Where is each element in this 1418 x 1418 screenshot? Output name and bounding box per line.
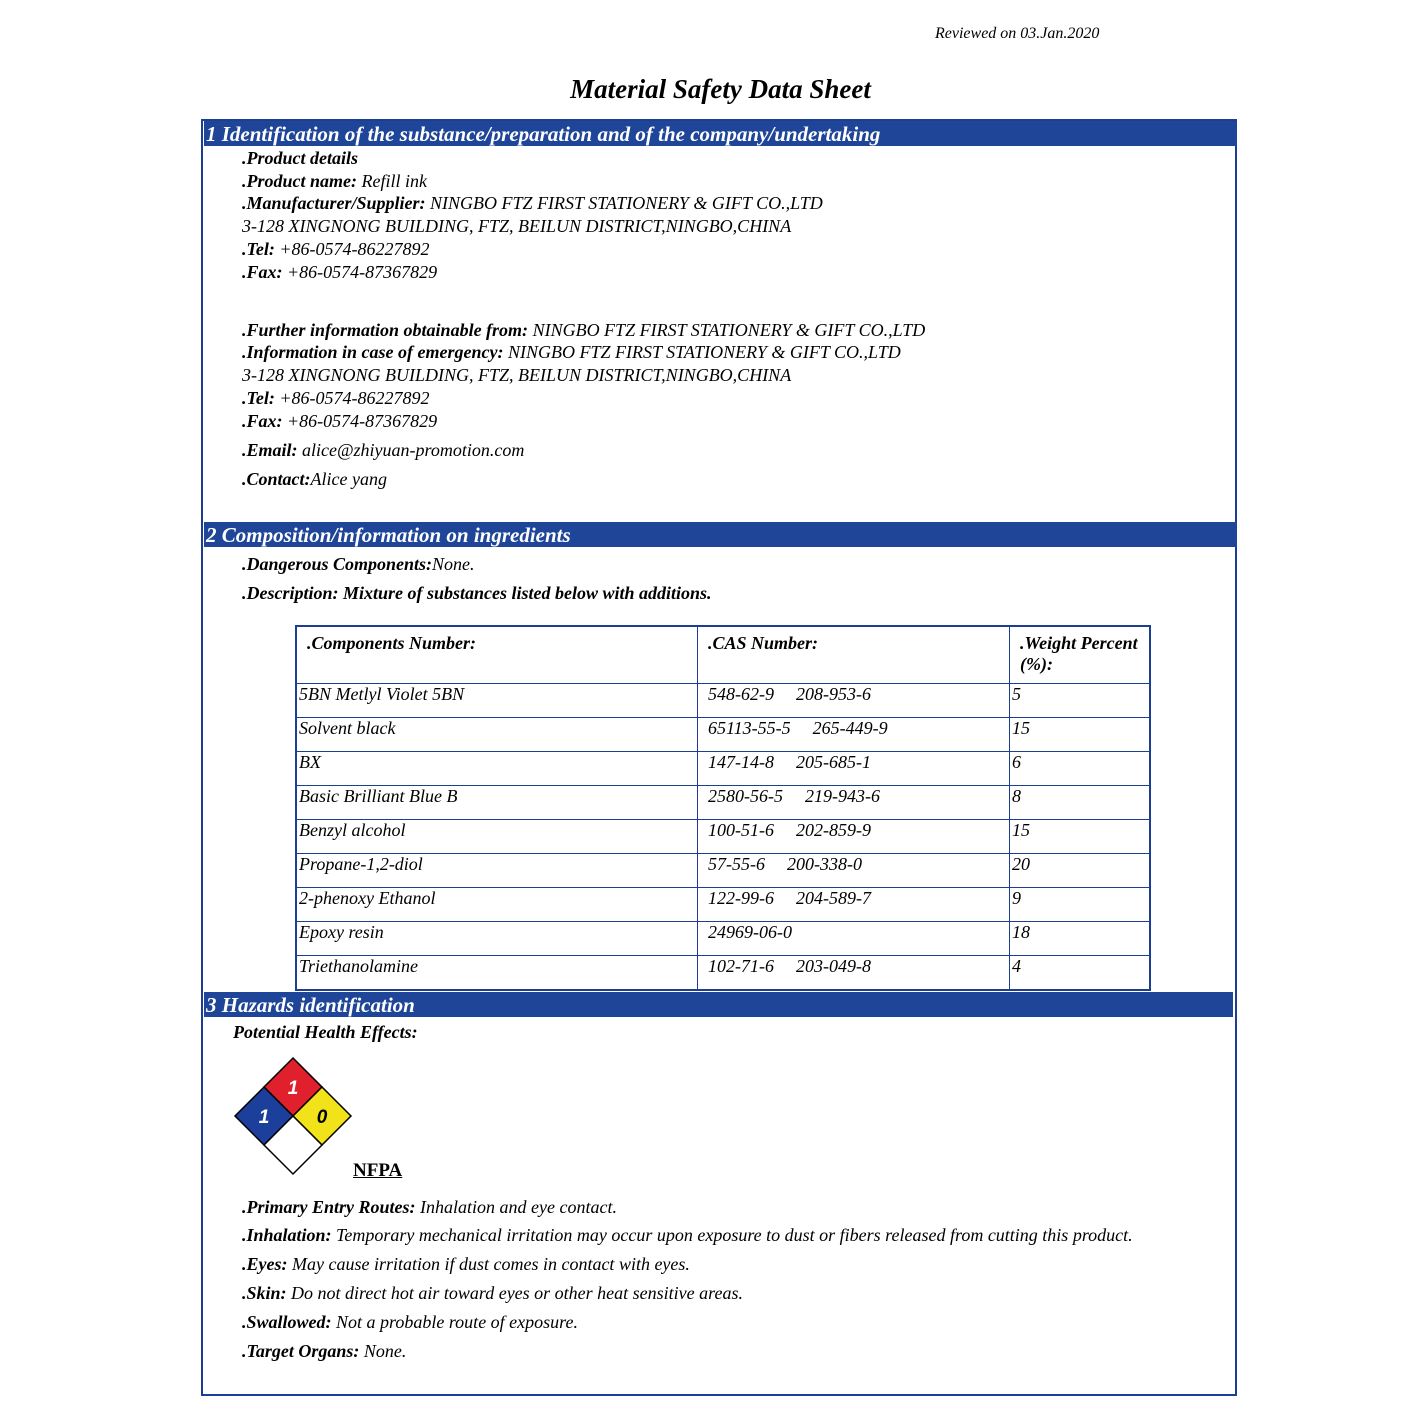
product-name-line: [242, 171, 427, 192]
cas-number-cell: [698, 888, 1010, 922]
product-details-line: .Product details: [242, 148, 358, 168]
weight-percent-cell: 4: [1010, 956, 1151, 991]
cas-number: 2580-56-5: [708, 786, 783, 806]
tel2-value: +86-0574-86227892: [274, 388, 430, 408]
eyes-value: May cause irritation if dust comes in contact with eyes.: [287, 1254, 690, 1274]
fax2-label: .Fax:: [242, 411, 283, 431]
cas-number: 57-55-6: [708, 854, 765, 874]
emergency-label: .Information in case of emergency:: [242, 342, 504, 362]
tel2-label: .Tel:: [242, 388, 275, 408]
inhalation-label: .Inhalation:: [242, 1225, 332, 1245]
header-components: .Components Number:: [296, 626, 698, 684]
cas-number-cell: [698, 922, 1010, 956]
tel-value: +86-0574-86227892: [274, 239, 430, 259]
cas-number-cell: [698, 718, 1010, 752]
manufacturer-line: [242, 193, 823, 214]
section-3-heading: 3 Hazards identification: [204, 992, 1233, 1017]
table-row: [296, 888, 1150, 922]
ec-number: 204-589-7: [796, 888, 871, 908]
skin-value: Do not direct hot air toward eyes or other heat sensitive areas.: [286, 1283, 743, 1303]
emergency-line: [242, 342, 901, 363]
table-row: [296, 718, 1150, 752]
weight-percent-cell: 18: [1010, 922, 1151, 956]
cas-number-cell: [698, 956, 1010, 991]
email-label: .Email:: [242, 440, 298, 460]
description-line: .Description: Mixture of substances listed below with additions.: [242, 583, 712, 603]
further-info-line: [242, 320, 925, 341]
component-name-cell: BX: [296, 752, 698, 786]
weight-percent-cell: 9: [1010, 888, 1151, 922]
swallowed-label: .Swallowed:: [242, 1312, 332, 1332]
table-row: [296, 786, 1150, 820]
table-row: [296, 752, 1150, 786]
table-header-row: [296, 626, 1150, 684]
cas-number: 102-71-6: [708, 956, 774, 976]
health-effects-heading: Potential Health Effects:: [233, 1022, 418, 1042]
nfpa-label: NFPA: [353, 1160, 403, 1181]
contact-line: [242, 469, 387, 490]
fax2-line: [242, 411, 437, 432]
cas-number: 65113-55-5: [708, 718, 791, 738]
component-name-cell: Solvent black: [296, 718, 698, 752]
component-name-cell: Triethanolamine: [296, 956, 698, 991]
inhalation-value: Temporary mechanical irritation may occur upon exposure to dust or fibers released from cutting this product.: [331, 1225, 1133, 1245]
weight-percent-cell: 6: [1010, 752, 1151, 786]
nfpa-reactivity-value: 0: [316, 1107, 328, 1128]
header-cas: .CAS Number:: [698, 626, 1010, 684]
components-table: [295, 625, 1151, 991]
ec-number: 203-049-8: [796, 956, 871, 976]
target-organs-value: None.: [359, 1341, 407, 1361]
manufacturer-label: .Manufacturer/Supplier:: [242, 193, 426, 213]
cas-number: 100-51-6: [708, 820, 774, 840]
dangerous-components-line: [242, 554, 475, 575]
weight-percent-cell: 5: [1010, 684, 1151, 718]
cas-number-cell: [698, 786, 1010, 820]
skin-label: .Skin:: [242, 1283, 287, 1303]
weight-percent-cell: 20: [1010, 854, 1151, 888]
cas-number-cell: [698, 684, 1010, 718]
eyes-line: [242, 1254, 690, 1275]
further-info-label: .Further information obtainable from:: [242, 320, 529, 340]
dangerous-components-value: None.: [432, 554, 475, 574]
nfpa-flammability-value: 1: [287, 1078, 299, 1099]
section-2-heading: 2 Composition/information on ingredients: [204, 522, 1237, 547]
email-line: [242, 440, 524, 461]
dangerous-components-label: .Dangerous Components:: [242, 554, 433, 574]
ec-number: 265-449-9: [812, 718, 888, 738]
swallowed-value: Not a probable route of exposure.: [331, 1312, 578, 1332]
component-name-cell: Basic Brilliant Blue B: [296, 786, 698, 820]
cas-number-cell: [698, 752, 1010, 786]
component-name-cell: 5BN Metlyl Violet 5BN: [296, 684, 698, 718]
cas-number: 122-99-6: [708, 888, 774, 908]
reviewed-date: Reviewed on 03.Jan.2020: [935, 25, 1100, 42]
skin-line: [242, 1283, 743, 1304]
fax2-value: +86-0574-87367829: [282, 411, 438, 431]
weight-percent-cell: 15: [1010, 718, 1151, 752]
page-title: Material Safety Data Sheet: [570, 74, 871, 104]
ec-number: 202-859-9: [796, 820, 871, 840]
component-name-cell: Benzyl alcohol: [296, 820, 698, 854]
tel2-line: [242, 388, 429, 409]
ec-number: 200-338-0: [787, 854, 862, 874]
component-name-cell: Propane-1,2-diol: [296, 854, 698, 888]
contact-label: .Contact:: [242, 469, 311, 489]
component-name-cell: Epoxy resin: [296, 922, 698, 956]
target-organs-line: [242, 1341, 406, 1362]
swallowed-line: [242, 1312, 578, 1333]
primary-entry-value: Inhalation and eye contact.: [415, 1197, 617, 1217]
emergency-value: NINGBO FTZ FIRST STATIONERY & GIFT CO.,LTD: [503, 342, 901, 362]
ec-number: 205-685-1: [796, 752, 871, 772]
address2-line: 3-128 XINGNONG BUILDING, FTZ, BEILUN DISTRICT,NINGBO,CHINA: [242, 365, 792, 385]
contact-value: Alice yang: [310, 469, 387, 489]
header-weight: .Weight Percent (%):: [1010, 626, 1151, 684]
cas-number: 147-14-8: [708, 752, 774, 772]
eyes-label: .Eyes:: [242, 1254, 288, 1274]
weight-percent-cell: 8: [1010, 786, 1151, 820]
weight-percent-cell: 15: [1010, 820, 1151, 854]
fax-label: .Fax:: [242, 262, 283, 282]
target-organs-label: .Target Organs:: [242, 1341, 360, 1361]
tel-label: .Tel:: [242, 239, 275, 259]
fax-value: +86-0574-87367829: [282, 262, 438, 282]
cas-number-cell: [698, 854, 1010, 888]
product-name-label: .Product name:: [242, 171, 357, 191]
tel-line: [242, 239, 429, 260]
primary-entry-label: .Primary Entry Routes:: [242, 1197, 416, 1217]
cas-number-cell: [698, 820, 1010, 854]
component-name-cell: 2-phenoxy Ethanol: [296, 888, 698, 922]
table-row: [296, 820, 1150, 854]
inhalation-line: [242, 1225, 1133, 1246]
cas-number: 24969-06-0: [708, 922, 792, 942]
ec-number: 219-943-6: [805, 786, 880, 806]
product-name-value: Refill ink: [357, 171, 427, 191]
nfpa-diamond: [233, 1056, 353, 1178]
fax-line: [242, 262, 437, 283]
section-1-heading: 1 Identification of the substance/preparation and of the company/undertaking: [204, 121, 1237, 146]
table-row: [296, 854, 1150, 888]
table-row: [296, 684, 1150, 718]
manufacturer-value: NINGBO FTZ FIRST STATIONERY & GIFT CO.,LTD: [425, 193, 823, 213]
primary-entry-line: [242, 1197, 617, 1218]
table-row: [296, 922, 1150, 956]
email-value: alice@zhiyuan-promotion.com: [297, 440, 525, 460]
cas-number: 548-62-9: [708, 684, 774, 704]
nfpa-health-value: 1: [258, 1107, 270, 1128]
table-row: [296, 956, 1150, 991]
further-info-value: NINGBO FTZ FIRST STATIONERY & GIFT CO.,LTD: [528, 320, 926, 340]
address-line: 3-128 XINGNONG BUILDING, FTZ, BEILUN DISTRICT,NINGBO,CHINA: [242, 216, 792, 236]
ec-number: 208-953-6: [796, 684, 871, 704]
